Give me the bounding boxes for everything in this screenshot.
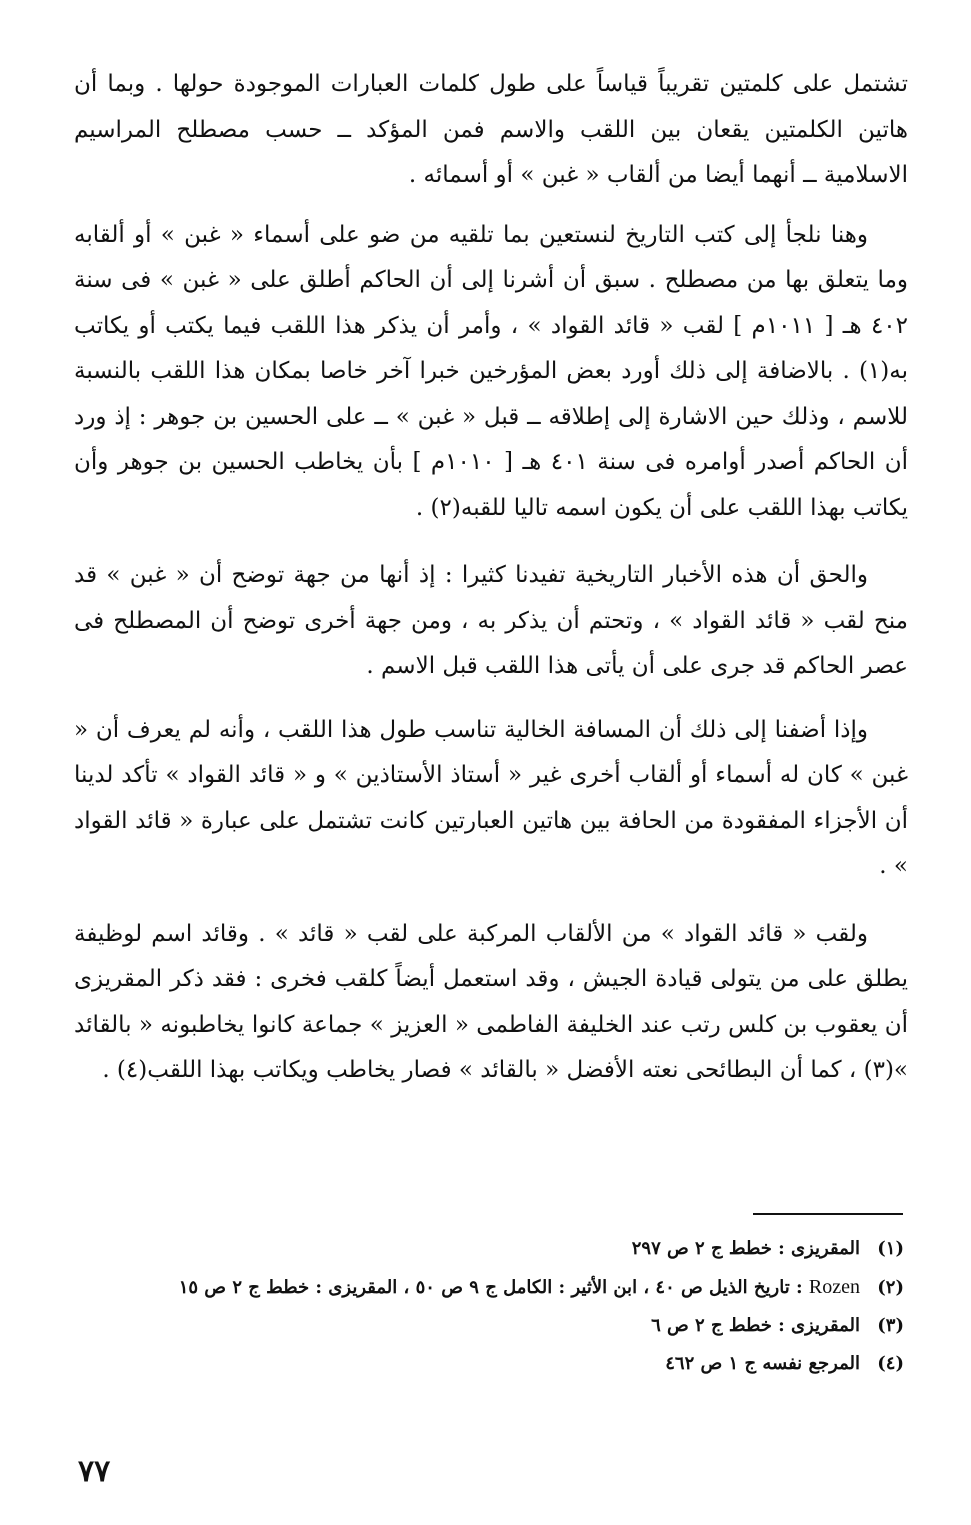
footnote-number: (٣) xyxy=(877,1315,904,1336)
footnote-number: (٤) xyxy=(877,1353,904,1374)
footnote-author-latin: Rozen xyxy=(808,1276,860,1298)
footnote-text: المقريزى : خطط ج ٢ ص ٦ xyxy=(651,1315,860,1336)
paragraph-1: تشتمل على كلمتين تقريباً قياساً على طول كلمات العبارات الموجودة حولها . وبما أن هاتين الكلمتين يقعان بين اللقب والاسم فمن المؤكد ــ حسب مصطلح المراسيم الاسلامية ــ أنهما أيضا من ألقاب « غبن » أو أسمائه . xyxy=(74,71,908,188)
footnote-4 xyxy=(74,1347,904,1381)
footnote-separator xyxy=(753,1213,903,1215)
footnote-2 xyxy=(74,1270,904,1305)
footnote-number: (١) xyxy=(877,1238,904,1259)
footnote-1 xyxy=(74,1232,904,1266)
footnote-text: : تاريخ الذيل ص ٤٠ ، ابن الأثير : الكامل ج ٩ ص ٥٠ ، المقريزى : خطط ج ٢ ص ١٥ xyxy=(178,1277,809,1298)
footnotes xyxy=(74,1232,904,1385)
paragraph-3: والحق أن هذه الأخبار التاريخية تفيدنا كثيرا : إذ أنها من جهة توضح أن « غبن » قد منح لقب « قائد القواد » ، وتحتم أن يذكر به ، ومن جهة أخرى توضح أن المصطلح فى عصر الحاكم قد جرى على أن يأتى هذا اللقب قبل الاسم . xyxy=(74,562,908,679)
footnote-number: (٢) xyxy=(877,1277,904,1298)
paragraph-4: وإذا أضفنا إلى ذلك أن المسافة الخالية تناسب طول هذا اللقب ، وأنه لم يعرف أن « غبن » كان له أسماء أو ألقاب أخرى غير « أستاذ الأستاذين » و « قائد القواد » تأكد لدينا أن الأجزاء المفقودة من الحافة بين هاتين العبارتين كانت تشتمل على عبارة « قائد القواد » . xyxy=(74,716,908,879)
page-number: ٧٧ xyxy=(78,1454,111,1489)
paragraph-5: ولقب « قائد القواد » من الألقاب المركبة على لقب « قائد » . وقائد اسم لوظيفة يطلق على من يتولى قيادة الجيش ، وقد استعمل أيضاً كلقب فخرى : فقد ذكر المقريزى أن يعقوب بن كلس رتب عند الخليفة الفاطمى « العزيز » جماعة كانوا يخاطبونه « بالقائد »(٣) ، كما أن البطائحى نعته الأفضل « بالقائد » فصار يخاطب ويكاتب بهذا اللقب(٤) . xyxy=(74,920,908,1083)
paragraph-2: وهنا نلجأ إلى كتب التاريخ لنستعين بما تلقيه من ضو على أسماء « غبن » أو ألقابه وما يتعلق بها من مصطلح . سبق أن أشرنا إلى أن الحاكم أطلق على « غبن » فى سنة ٤٠٢ هـ [ ١٠١١م ] لقب « قائد القواد » ، وأمر أن يذكر هذا اللقب فيما يكتب أو يكاتب به(١) . بالاضافة إلى ذلك أورد بعض المؤرخين خبرا آخر خاصا بمكان هذا اللقب بالنسبة للاسم ، وذلك حين الاشارة إلى إطلاقه ــ قبل « غبن » ــ على الحسين بن جوهر : إذ ورد أن الحاكم أصدر أوامره فى سنة ٤٠١ هـ [ ١٠١٠م ] بأن يخاطب الحسين بن جوهر وأن يكاتب بهذا اللقب على أن يكون اسمه تاليا للقبه(٢) . xyxy=(74,221,909,521)
footnote-text: المقريزى : خطط ج ٢ ص ٢٩٧ xyxy=(631,1238,860,1259)
footnote-text: المرجع نفسه ج ١ ص ٤٦٢ xyxy=(665,1353,860,1374)
body-text xyxy=(74,62,908,1094)
footnote-3 xyxy=(74,1309,904,1343)
